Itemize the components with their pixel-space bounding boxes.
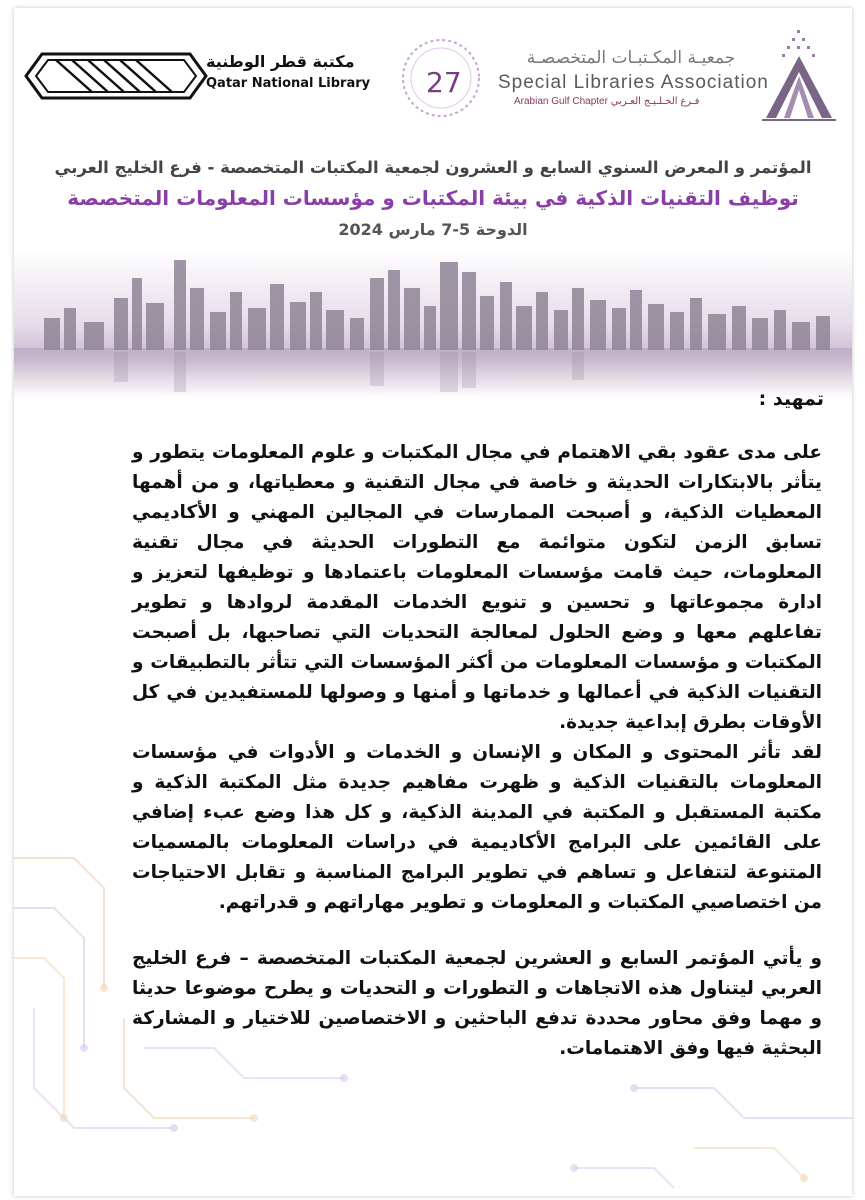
document-page [14,8,852,1196]
paragraph-1: على مدى عقود بقي الاهتمام في مجال المكتبات و علوم المعلومات يتطور و يتأثر بالابتكارات الحديثة و خاصة في مجال التقنية و معطياتها، و من أهمها المعطيات الذكية، و أصبحت الممارسات في المجالين المهني و الأكاديمي تسابق الزمن لتكون متوائمة مع التطورات الحديثة في مجال تقنية المعلومات، حيث قامت مؤسسات المعلومات باعتمادها و توظيفها لتعزيز و ادارة مجموعاتها و تحسين و تنويع الخدمات المقدمة لروادها و تطوير تفاعلهم معها و وضع الحلول لمعالجة التحديات التي تصاحبها، بل أصبحت المكتبات و مؤسسات المعلومات من أكثر المؤسسات التي تتأثر بالتطبيقات و التقنيات الذكية في أعمالها و خدماتها و أمنها و وصولها للمستفيدين في كل الأوقات بطرق إبداعية جديدة. [132,442,822,733]
paragraph-spacer [132,918,822,944]
paragraph-2: لقد تأثر المحتوى و المكان و الإنسان و الخدمات و الأدوات في مؤسسات المعلومات بالتقنيات الذكية و ظهرت مفاهيم جديدة مثل المكتبة الذكية و مكتبة المستقبل و المكتبة في المدينة الذكية، و كل هذا وضع عبء إضافي على القائمين على البرامج الأكاديمية في دراسات المعلومات بالمسميات المتنوعة لتتفاعل و تساهم في تطوير البرامج المناسبة و تقابل الاحتياجات من اختصاصيي المكتبات و المعلومات و تطوير مهاراتهم و قدراتهم. [132,742,822,913]
conference-number: 27 [426,66,462,99]
qnl-arabic-name: مكتبة قطر الوطنية [206,52,355,71]
qnl-english-name: Qatar National Library [206,76,371,91]
header-logos [14,8,852,148]
sla-chapter-name: Arabian Gulf Chapter فـرع الخـلـيـج العـربي [514,96,700,107]
conference-theme: توظيف التقنيات الذكية في بيئة المكتبات و مؤسسات المعلومات المتخصصة [67,186,799,210]
paragraph-3: و يأتي المؤتمر السابع و العشرين لجمعية المكتبات المتخصصة – فرع الخليج العربي ليتناول هذه الاتجاهات و التطورات و التحديات و يطرح موضوعا حديثا و مهما وفق محاور محددة تدفع الباحثين و الاختصاصين للاختيار و المشاركة البحثية فيها وفق الاهتمامات. [132,948,822,1059]
conference-date: الدوحة 5-7 مارس 2024 [338,220,528,239]
section-body [132,438,822,1064]
sla-english-name: Special Libraries Association [498,72,769,93]
section-heading: تمهيد : [758,388,824,410]
sla-arabic-name: جمعيـة المكـتبـات المتخصصـة [526,48,736,68]
sla-emblem-icon [754,26,844,126]
conference-title: المؤتمر و المعرض السنوي السابع و العشرون لجمعية المكتبات المتخصصة - فرع الخليج العربي [54,158,812,177]
doha-skyline-image [14,248,852,398]
